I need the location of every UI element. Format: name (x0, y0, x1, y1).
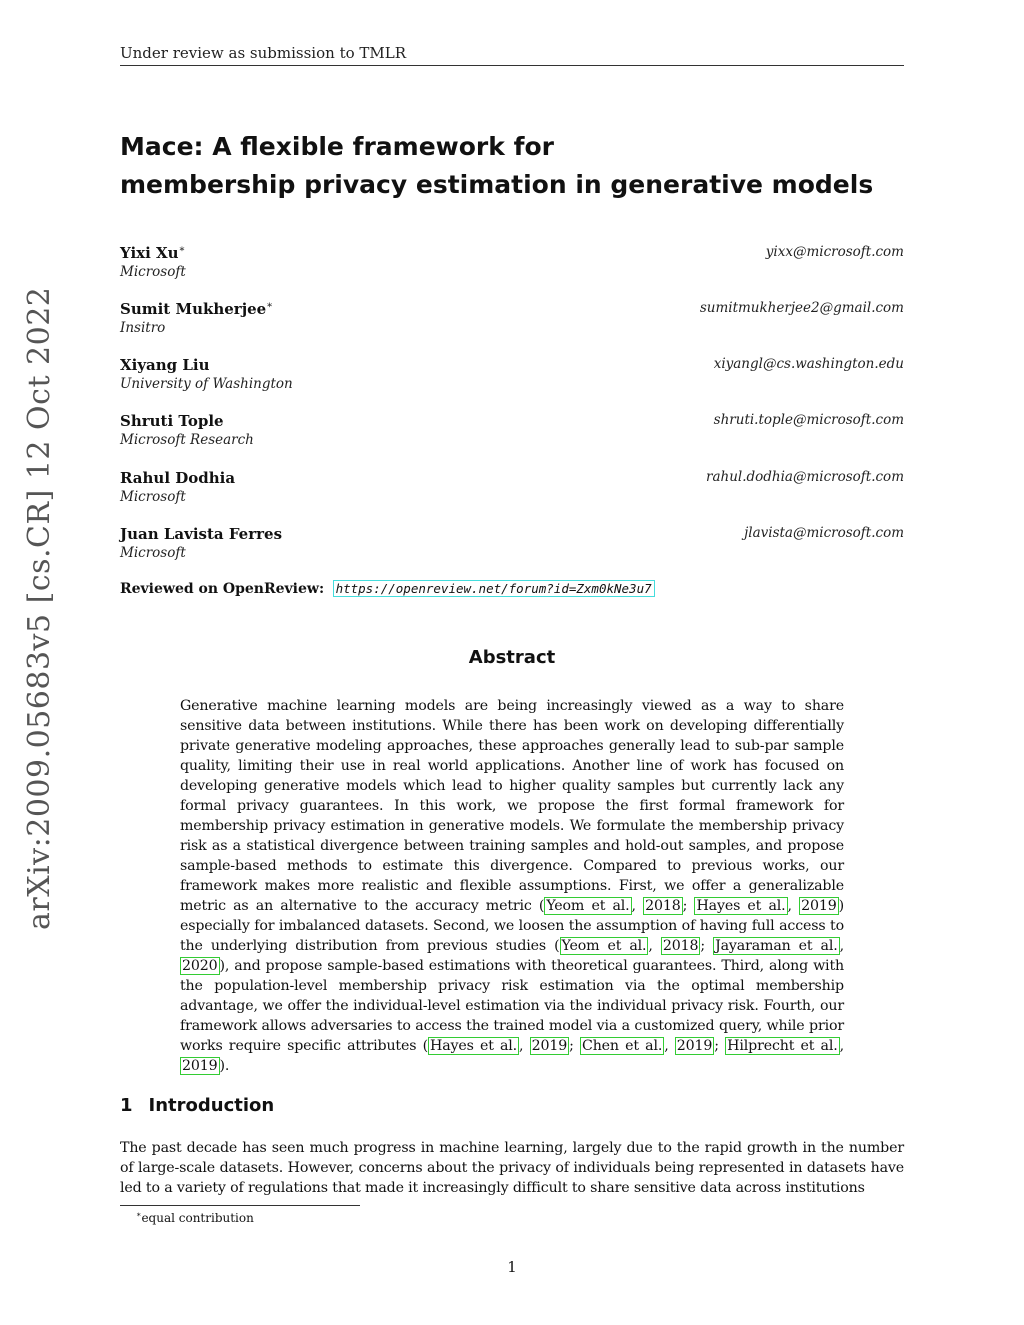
citation-link[interactable]: 2019 (531, 1038, 568, 1054)
author-email: jlavista@microsoft.com (744, 525, 904, 541)
citation-link[interactable]: 2018 (645, 898, 681, 914)
author-block (120, 412, 904, 448)
citation-link[interactable]: Jayaraman et al. (715, 938, 838, 954)
author-email: shruti.tople@microsoft.com (713, 412, 904, 428)
citation-link[interactable]: Yeom et al. (546, 898, 630, 914)
section-title: Introduction (148, 1095, 275, 1116)
author-email: sumitmukherjee2@gmail.com (699, 300, 904, 316)
running-header: Under review as submission to TMLR (120, 44, 407, 62)
page-number: 1 (507, 1258, 517, 1276)
citation-link[interactable]: Hayes et al. (696, 898, 786, 914)
paper-title (120, 128, 904, 204)
author-block (120, 356, 904, 392)
citation-link[interactable]: 2019 (676, 1038, 713, 1054)
citation-link[interactable]: Yeom et al. (561, 938, 647, 954)
author-name: Xiyang Liu (120, 356, 210, 374)
author-name: Sumit Mukherjee∗ (120, 300, 274, 318)
openreview-link[interactable]: https://openreview.net/forum?id=Zxm0kNe3u7 (333, 580, 655, 597)
reviewed-label: Reviewed on OpenReview: (120, 581, 325, 597)
author-affiliation: University of Washington (120, 376, 293, 392)
author-affiliation: Microsoft (120, 489, 186, 505)
citation-link[interactable]: 2019 (801, 898, 837, 914)
author-name: Shruti Tople (120, 412, 224, 430)
footnote-rule (120, 1205, 360, 1206)
arxiv-stamp: arXiv:2009.05683v5 [cs.CR] 12 Oct 2022 (22, 286, 57, 930)
author-name: Rahul Dodhia (120, 469, 236, 487)
citation-link[interactable]: 2018 (662, 938, 699, 954)
author-block (120, 244, 904, 280)
citation-link[interactable]: Hilprecht et al. (727, 1038, 838, 1054)
header-rule (120, 65, 904, 66)
author-email: yixx@microsoft.com (765, 244, 904, 260)
author-block (120, 469, 904, 505)
author-affiliation: Microsoft (120, 545, 186, 561)
author-block (120, 300, 904, 336)
abstract-heading: Abstract (468, 647, 556, 668)
section-number: 1 (120, 1095, 133, 1116)
citation-link[interactable]: Hayes et al. (429, 1038, 518, 1054)
section-heading (120, 1095, 274, 1116)
title-line-1: Mace: A flexible framework for (120, 132, 554, 161)
title-line-2: membership privacy estimation in generative models (120, 170, 874, 199)
author-email: xiyangl@cs.washington.edu (713, 356, 904, 372)
author-email: rahul.dodhia@microsoft.com (706, 469, 904, 485)
author-affiliation: Microsoft Research (120, 432, 254, 448)
reviewed-line (120, 581, 655, 597)
author-name: Yixi Xu∗ (120, 244, 186, 262)
citation-link[interactable]: 2020 (182, 958, 218, 974)
author-affiliation: Microsoft (120, 264, 186, 280)
citation-link[interactable]: 2019 (182, 1058, 218, 1074)
abstract-text: Generative machine learning models are being increasingly viewed as a way to share sensitive data between institutions. While there has been work on developing differentially private generative modeling approaches, these approaches generally lead to sub-par sample quality, limiting their use in real world applications. Another line of work has focused on developing generative models which lead to higher quality samples but currently lack any formal privacy guarantees. In this work, we propose the first formal framework for membership privacy estimation in generative models. We formulate the membership privacy risk as a statistical divergence between training samples and hold-out samples, and propose sample-based methods to estimate this divergence. Compared to previous works, our framework makes more realistic and flexible assumptions. First, we offer a generalizable metric as an alternative to the accuracy metric ( Yeom et al. , 2018 ; Hayes et al. , 2019 ) especially for imbalanced datasets. Second, we loosen the assumption of having full access to the underlying distribution from previous studies ( Yeom et al. , 2018 ; Jayaraman et al. , 2020 ), and propose sample-based estimations with theoretical guarantees. Third, along with the population-level membership privacy risk estimation via the optimal membership advantage, we offer the individual-level estimation via the individual privacy risk. Fourth, our framework allows adversaries to access the trained model via a customized query, while prior works require specific attributes ( Hayes et al. , 2019 ; Chen et al. , 2019 ; Hilprecht et al. , 2019 ). (180, 698, 844, 1074)
author-affiliation: Insitro (120, 320, 166, 336)
intro-paragraph: The past decade has seen much progress in machine learning, largely due to the rapid growth in the number of large-scale datasets. However, concerns about the privacy of individuals being represented in datasets have led to a variety of regulations that made it increasingly difficult to share sensitive data across institutions (120, 1140, 904, 1196)
footnote: ∗equal contribution (136, 1210, 254, 1225)
author-name: Juan Lavista Ferres (120, 525, 283, 543)
citation-link[interactable]: Chen et al. (581, 1038, 663, 1054)
author-block (120, 525, 904, 561)
